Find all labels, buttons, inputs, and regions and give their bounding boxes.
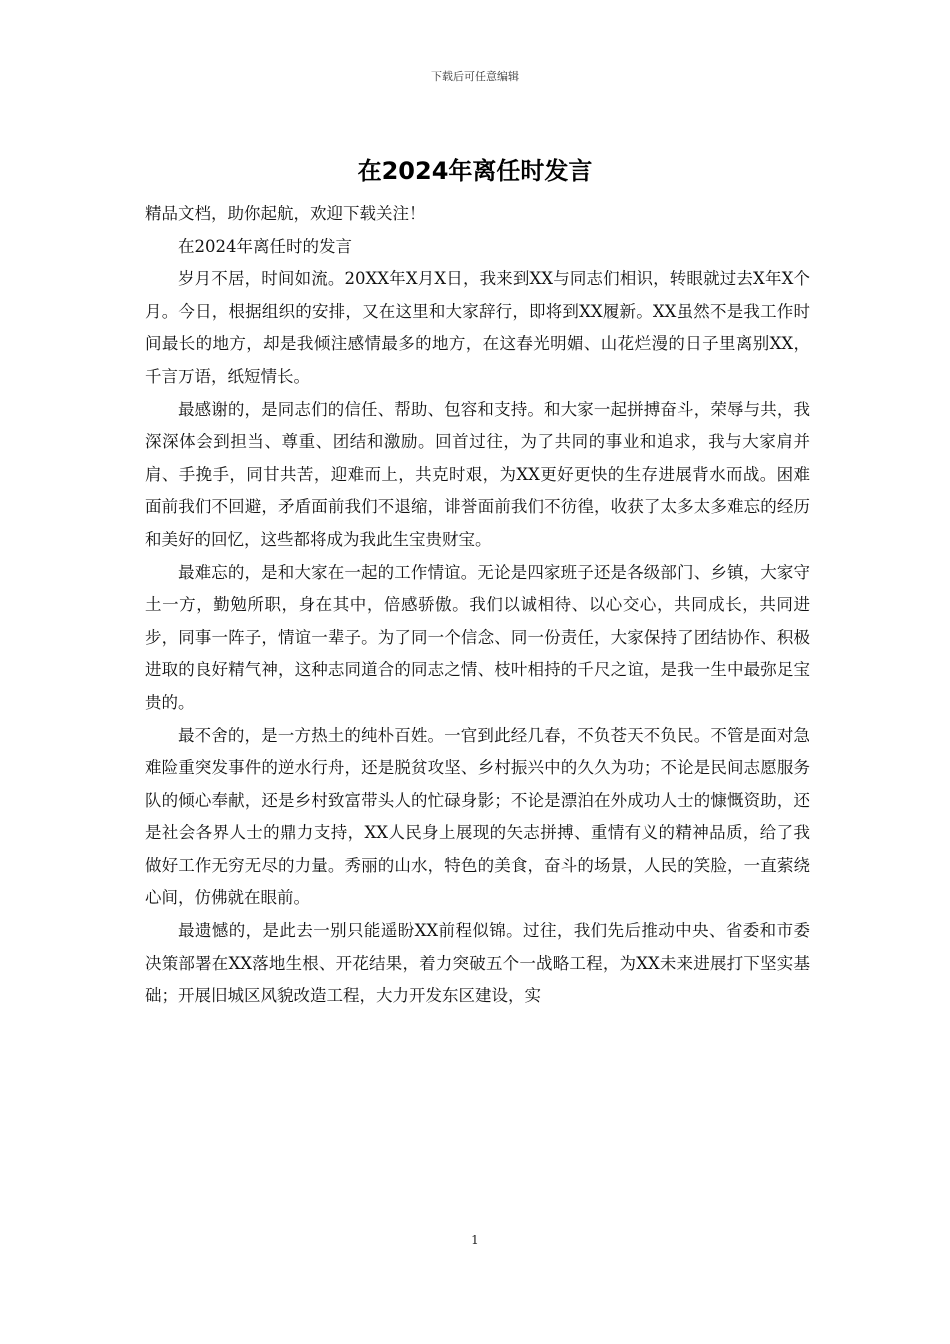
paragraph: 最难忘的，是和大家在一起的工作情谊。无论是四家班子还是各级部门、乡镇，大家守土一方，勤勉所职，身在其中，倍感骄傲。我们以诚相待、以心交心，共同成长，共同进步，同事一阵子，情谊一辈子。为了同一个信念、同一份责任，大家保持了团结协作、积极进取的良好精气神，这种志同道合的同志之情、枝叶相持的千尺之谊，是我一生中最弥足宝贵的。 <box>145 562 810 712</box>
paragraph: 岁月不居，时间如流。20XX年X月X日，我来到XX与同志们相识，转眼就过去X年X个月。今日，根据组织的安排，又在这里和大家辞行，即将到XX履新。XX虽然不是我工作时间最长的地方，却是我倾注感情最多的地方，在这春光明媚、山花烂漫的日子里离别XX，千言万语，纸短情长。 <box>145 269 810 386</box>
paragraph: 最遗憾的，是此去一别只能遥盼XX前程似锦。过往，我们先后推动中央、省委和市委决策部署在XX落地生根、开花结果，着力突破五个一战略工程，为XX未来进展打下坚实基础；开展旧城区风貌改造工程，大力开发东区建设，实 <box>145 921 810 1006</box>
paragraph: 最不舍的，是一方热土的纯朴百姓。一官到此经几春，不负苍天不负民。不管是面对急难险重突发事件的逆水行舟，还是脱贫攻坚、乡村振兴中的久久为功；不论是民间志愿服务队的倾心奉献，还是乡村致富带头人的忙碌身影；不论是漂泊在外成功人士的慷慨资助，还是社会各界人士的鼎力支持，XX人民身上展现的矢志拼搏、重情有义的精神品质，给了我做好工作无穷无尽的力量。秀丽的山水，特色的美食，奋斗的场景，人民的笑脸，一直萦绕心间，仿佛就在眼前。 <box>145 725 810 908</box>
paragraph: 最感谢的，是同志们的信任、帮助、包容和支持。和大家一起拼搏奋斗，荣辱与共，我深深体会到担当、尊重、团结和激励。回首过往，为了共同的事业和追求，我与大家肩并肩、手挽手，同甘共苦，迎难而上，共克时艰，为XX更好更快的生存进展背水而战。困难面前我们不回避，矛盾面前我们不退缩，诽誉面前我们不彷徨，收获了太多太多难忘的经历和美好的回忆，这些都将成为我此生宝贵财宝。 <box>145 399 810 549</box>
document-title: 在2024年离任时发言 <box>357 157 593 185</box>
page-number: 1 <box>471 1233 479 1247</box>
page-header-note: 下载后可任意编辑 <box>431 70 519 83</box>
intro-line: 精品文档，助你起航，欢迎下载关注！ <box>145 204 426 223</box>
document-body <box>145 198 810 1013</box>
speech-subtitle: 在2024年离任时的发言 <box>178 236 352 256</box>
